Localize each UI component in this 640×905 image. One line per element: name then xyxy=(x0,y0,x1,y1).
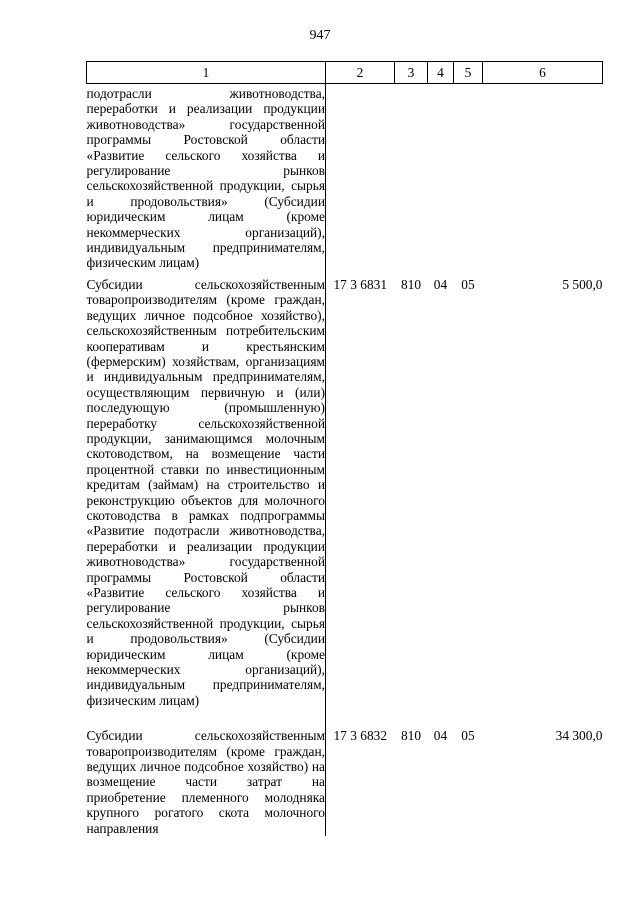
row-amount: 5 500,0 xyxy=(562,276,603,292)
header-col-4: 4 xyxy=(428,62,454,84)
row-col-4: 04 xyxy=(433,276,448,292)
row-col-5 xyxy=(454,84,483,271)
row-description: Субсидии сельскохозяйственным товаропроизводителям (кроме граждан, ведущих личное подсобное хозяйство), сельскохозяйственным потребительским кооперативам и крестьянским (фермерским) хозяйствам, организациям и индивидуальным предпринимателям, осуществляющим первичную и (или) последующую (промышленную) переработку сельскохозяйственной продукции, занимающимся молочным скотоводством, на возмещение части процентной ставки по инвестиционным кредитам (займам) на строительство и реконструкцию объектов для молочного скотоводства в рамках подпрограммы «Развитие подотрасли животноводства, переработки и реализации продукции животноводства» государственной программы Ростовской области «Развитие сельского хозяйства и регулирование рынков сельскохозяйственной продукции, сырья и продовольствия» (Субсидии юридическим лицам (кроме некоммерческих организаций), индивидуальным предпринимателям, физическим лицам) xyxy=(86,276,325,708)
row-target-code xyxy=(326,84,395,271)
header-col-6: 6 xyxy=(483,62,603,84)
page-number: 947 xyxy=(309,28,331,43)
row-target-code: 17 3 6832 xyxy=(326,722,395,836)
row-target-code: 17 3 6831 xyxy=(326,271,395,722)
table-row xyxy=(87,84,603,271)
header-col-2: 2 xyxy=(326,62,395,84)
row-col-3 xyxy=(395,84,428,271)
row-description: Субсидии сельскохозяйственным товаропроизводителям (кроме граждан, ведущих личное подсобное хозяйство) на возмещение части затрат на приобретение племенного молодняка крупного рогатого скота молочного направления xyxy=(86,728,325,836)
row-col-5: 05 xyxy=(461,276,475,292)
table-header-row xyxy=(87,62,603,84)
header-col-5: 5 xyxy=(454,62,483,84)
row-amount: 34 300,0 xyxy=(555,728,603,744)
budget-table xyxy=(86,61,603,836)
row-description: подотрасли животноводства, переработки и реализации продукции животноводства» государственной программы Ростовской области «Развитие сельского хозяйства и регулирование рынков сельскохозяйственной продукции, сырья и продовольствия» (Субсидии юридическим лицам (кроме некоммерческих организаций), индивидуальным предпринимателям, физическим лицам) xyxy=(86,86,325,271)
row-col-3: 810 xyxy=(400,728,422,744)
table-row xyxy=(87,271,603,722)
header-col-1: 1 xyxy=(87,62,326,84)
table-row xyxy=(87,722,603,836)
row-col-5: 05 xyxy=(461,728,475,744)
row-col-4 xyxy=(428,84,454,271)
header-col-3: 3 xyxy=(395,62,428,84)
row-col-3: 810 xyxy=(400,276,422,292)
row-col-4: 04 xyxy=(433,728,448,744)
row-amount xyxy=(483,84,603,271)
